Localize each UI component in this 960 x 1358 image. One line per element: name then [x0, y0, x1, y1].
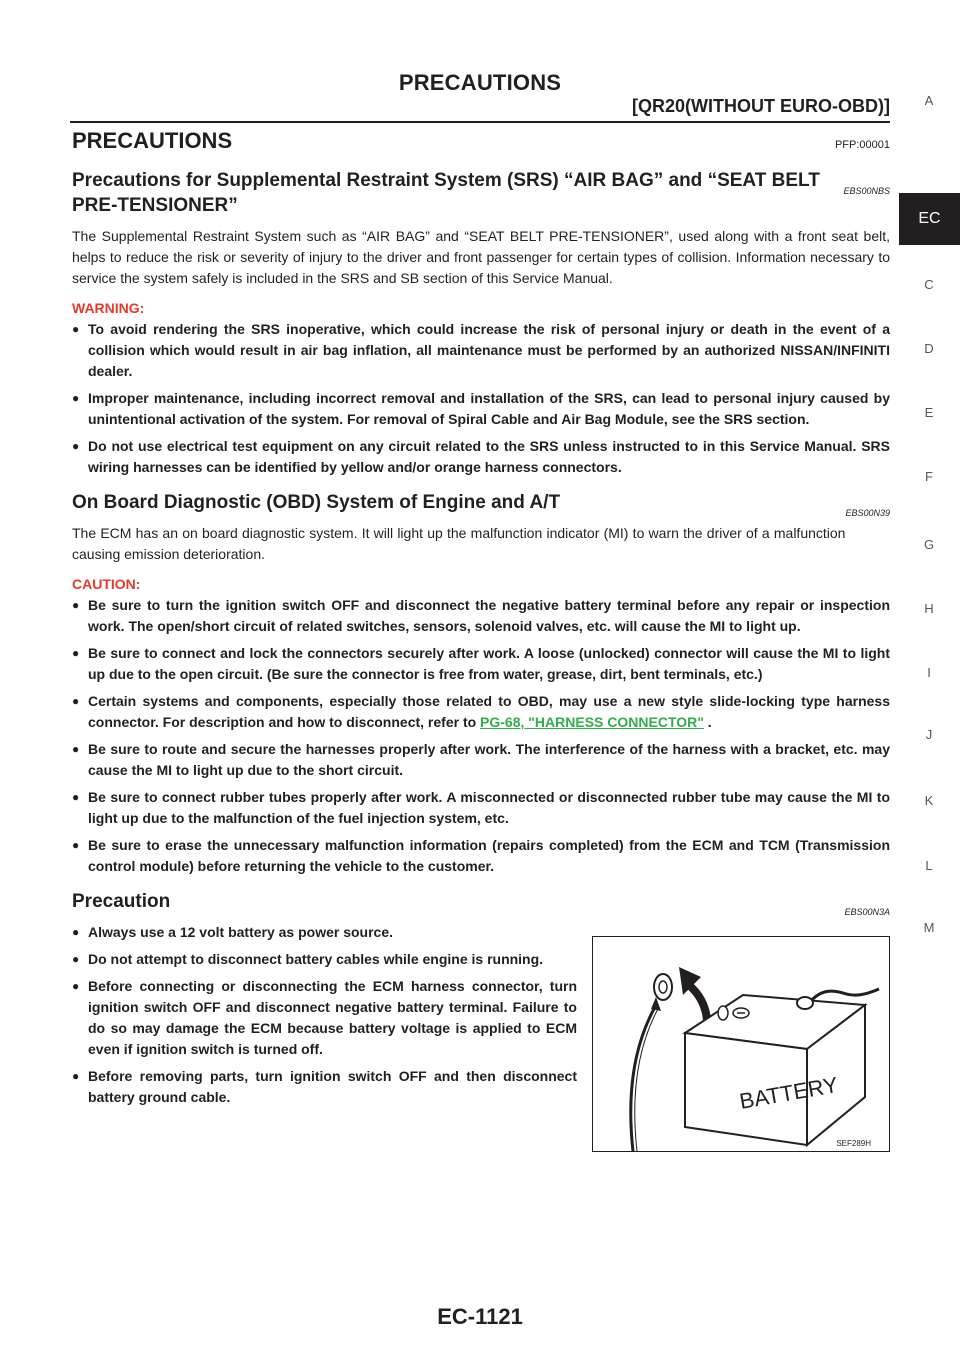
page-number: EC-1121: [437, 1304, 523, 1329]
side-index-h[interactable]: H: [924, 601, 934, 616]
page-content: [72, 128, 890, 1148]
running-header-title: PRECAUTIONS: [398, 70, 562, 95]
warning-label: WARNING:: [72, 300, 145, 316]
figure-code: SEF289H: [836, 1139, 871, 1148]
srs-body: The Supplemental Restraint System such as “AIR BAG” and “SEAT BELT PRE-TENSIONER”, used along with a front seat belt, helps to reduce the risk or severity of injury to the driver and front passenger for certain types of collision. Information necessary to service the system safely is included in the SRS and SB section of this Service Manual.: [72, 228, 890, 286]
section-title: [72, 128, 890, 154]
precaution-block: [72, 922, 890, 1148]
list-item: ● Be sure to route and secure the harnesses properly after work. The interference of the harness with a bracket, etc. may cause the MI to light up due to the short circuit.: [72, 739, 890, 781]
section-title-text: PRECAUTIONS: [72, 128, 233, 153]
list-item: [72, 691, 890, 733]
obd-heading-text: On Board Diagnostic (OBD) System of Engine and A/T: [72, 492, 561, 513]
list-item: ● Always use a 12 volt battery as power source.: [72, 922, 577, 943]
side-index-a[interactable]: A: [924, 93, 934, 108]
cable-icon: [631, 1007, 655, 1151]
obd-code: EBS00N39: [845, 508, 890, 518]
list-item-text: Certain systems and components, especially those related to OBD, may use a new style slide-locking type harness connector. For description and how to disconnect, refer to: [88, 693, 890, 730]
srs-warning-list: [72, 319, 890, 478]
section-code: PFP:00001: [834, 139, 890, 151]
side-index-l[interactable]: L: [925, 858, 933, 873]
side-index-j[interactable]: J: [925, 727, 933, 742]
list-item: ● Before removing parts, turn ignition switch OFF and then disconnect battery ground cable.: [72, 1066, 577, 1108]
precaution-heading-text: Precaution: [72, 891, 171, 912]
srs-heading: [72, 168, 890, 218]
battery-illustration: [593, 937, 889, 1151]
harness-connector-link[interactable]: PG-68, "HARNESS CONNECTOR": [480, 714, 704, 730]
list-item: ● Do not attempt to disconnect battery cables while engine is running.: [72, 949, 577, 970]
srs-code: EBS00NBS: [843, 186, 890, 196]
obd-heading: [72, 490, 890, 518]
precaution-heading: [72, 889, 890, 917]
side-index-g[interactable]: G: [923, 537, 935, 552]
list-item: ● Do not use electrical test equipment on any circuit related to the SRS unless instructed to in this Service Manual. SRS wiring harnesses can be identified by yellow and/or orange harness connectors.: [72, 436, 890, 478]
side-index-d[interactable]: D: [924, 341, 934, 356]
side-index-ec-active[interactable]: EC: [899, 193, 960, 245]
caution-label: CAUTION:: [72, 576, 141, 592]
list-item: ● Be sure to turn the ignition switch OFF and disconnect the negative battery terminal before any repair or inspection work. The open/short circuit of related switches, sensors, solenoid valves, etc. will cause the MI to light up.: [72, 595, 890, 637]
obd-caution-list: [72, 595, 890, 877]
header-rule: [70, 121, 890, 123]
list-item: ● To avoid rendering the SRS inoperative, which could increase the risk of personal injury or death in the event of a collision which would result in air bag inflation, all maintenance must be performed by an authorized NISSAN/INFINITI dealer.: [72, 319, 890, 382]
precaution-list: [72, 922, 577, 1108]
list-item: ● Be sure to erase the unnecessary malfunction information (repairs completed) from the ECM and TCM (Transmission control module) before returning the vehicle to the customer.: [72, 835, 890, 877]
side-index-i[interactable]: I: [927, 665, 931, 680]
running-header-subtitle: [QR20(WITHOUT EURO-OBD)]: [632, 96, 890, 116]
list-item: ● Before connecting or disconnecting the ECM harness connector, turn ignition switch OFF and disconnect negative battery terminal. Failure to do so may damage the ECM because battery voltage is applied to ECM even if ignition switch is turned off.: [72, 976, 577, 1060]
side-index-c[interactable]: C: [924, 277, 934, 292]
list-item: ● Be sure to connect and lock the connectors securely after work. A loose (unlocked) connector will cause the MI to light up due to the open circuit. (Be sure the connector is free from water, grease, dirt, bent terminals, etc.): [72, 643, 890, 685]
side-index-m[interactable]: M: [923, 920, 935, 935]
srs-heading-text: Precautions for Supplemental Restraint System (SRS) “AIR BAG” and “SEAT BELT PRE-TENSIONER”: [72, 170, 820, 216]
battery-label: BATTERY: [737, 1072, 840, 1114]
side-index-e[interactable]: E: [924, 405, 934, 420]
battery-figure: [592, 936, 890, 1152]
side-index-f[interactable]: F: [925, 469, 933, 484]
list-item-suffix: .: [703, 714, 712, 730]
list-item: ● Improper maintenance, including incorrect removal and installation of the SRS, can lead to personal injury caused by unintentional activation of the system. For removal of Spiral Cable and Air Bag Module, see the SRS section.: [72, 388, 890, 430]
side-index-k[interactable]: K: [924, 793, 934, 808]
precaution-code: EBS00N3A: [844, 907, 890, 917]
list-item: ● Be sure to connect rubber tubes properly after work. A misconnected or disconnected rubber tube may cause the MI to light up due to the malfunction of the fuel injection system, etc.: [72, 787, 890, 829]
obd-body: The ECM has an on board diagnostic system. It will light up the malfunction indicator (MI) to warn the driver of a malfunction causing emission deterioration.: [72, 525, 846, 562]
